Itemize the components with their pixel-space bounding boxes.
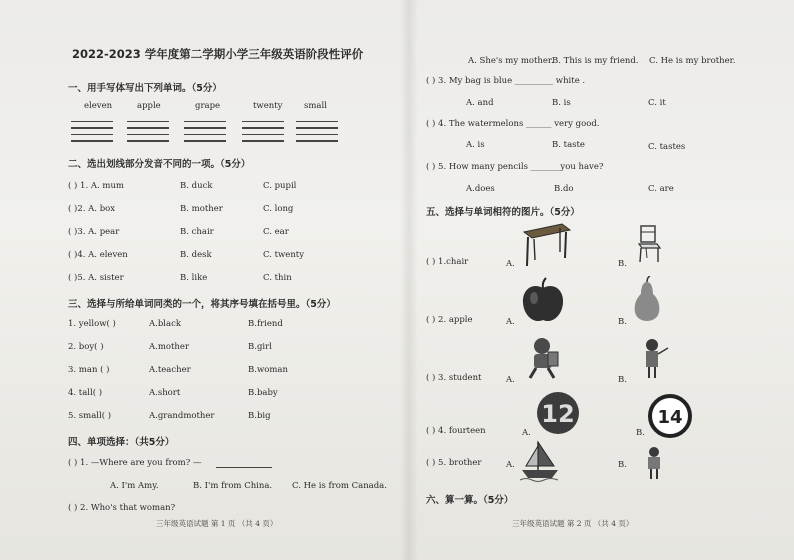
s5-q5-a: A. xyxy=(506,460,515,470)
pear-icon xyxy=(630,276,664,324)
s2-q1: ( ) 1. A. mum xyxy=(68,181,124,191)
s4-q4-c: C. tastes xyxy=(648,142,686,152)
s4-q3-c: C. it xyxy=(648,98,666,108)
table-icon xyxy=(518,222,572,268)
apple-icon xyxy=(518,276,568,326)
s2-q5: ( )5. A. sister xyxy=(68,273,124,283)
section5-heading: 五、选择与单词相符的图片。（5分） xyxy=(426,207,580,218)
s3-q2-b: B.girl xyxy=(248,342,272,352)
s4-q1-blank[interactable] xyxy=(216,467,272,468)
s2-q1-b: B. duck xyxy=(180,181,213,191)
paper-fold xyxy=(400,0,418,560)
s3-q5-b: B.big xyxy=(248,411,271,421)
section4-heading: 四、单项选择：（共5分） xyxy=(68,437,175,448)
page2-footer: 三年级英语试题 第 2 页 （共 4 页） xyxy=(512,519,634,528)
s4-q2-a: A. She's my mother. xyxy=(468,56,554,66)
number-12-badge-icon xyxy=(536,391,580,435)
s5-q1-a: A. xyxy=(506,259,515,269)
s4-q4-b: B. taste xyxy=(552,140,585,150)
s4-q1-c: C. He is from Canada. xyxy=(292,481,387,491)
s4-q3: ( ) 3. My bag is blue _________ white . xyxy=(426,76,586,86)
s4-q4-a: A. is xyxy=(466,140,485,150)
writing-lines-2[interactable] xyxy=(127,121,169,147)
s3-q4: 4. tall( ) xyxy=(68,388,103,398)
s4-q1-a: A. I'm Amy. xyxy=(110,481,159,491)
s5-q2-a: A. xyxy=(506,317,515,327)
page1-footer: 三年级英语试题 第 1 页 （共 4 页） xyxy=(156,519,278,528)
writing-lines-4[interactable] xyxy=(242,121,284,147)
s3-q4-b: B.baby xyxy=(248,388,278,398)
s3-q4-a: A.short xyxy=(149,388,181,398)
section2-heading: 二、选出划线部分发音不同的一项。（5分） xyxy=(68,159,251,170)
s2-q4: ( )4. A. eleven xyxy=(68,250,128,260)
s4-q5-c: C. are xyxy=(648,184,674,194)
s4-q2-b: B. This is my friend. xyxy=(552,56,639,66)
s4-q3-a: A. and xyxy=(466,98,494,108)
chair-icon xyxy=(636,224,662,264)
s5-q4-b: B. xyxy=(636,428,645,438)
word-apple: apple xyxy=(137,101,161,111)
s5-q1-b: B. xyxy=(618,259,627,269)
word-eleven: eleven xyxy=(84,101,113,111)
s3-q1-a: A.black xyxy=(149,319,181,329)
teacher-icon xyxy=(640,336,670,380)
s2-q4-b: B. desk xyxy=(180,250,212,260)
word-twenty: twenty xyxy=(253,101,283,111)
s5-q3-a: A. xyxy=(506,375,515,385)
section6-heading: 六、算一算。（5分） xyxy=(426,495,514,506)
word-small: small xyxy=(304,101,327,111)
s5-q2-b: B. xyxy=(618,317,627,327)
s3-q2-a: A.mother xyxy=(149,342,190,352)
s4-q2-c: C. He is my brother. xyxy=(649,56,736,66)
word-grape: grape xyxy=(195,101,221,111)
s2-q5-c: C. thin xyxy=(263,273,292,283)
s4-q5: ( ) 5. How many pencils _______you have? xyxy=(426,162,604,172)
s2-q5-b: B. like xyxy=(180,273,208,283)
s4-q2: ( ) 2. Who's that woman? xyxy=(68,503,176,513)
s3-q2: 2. boy( ) xyxy=(68,342,104,352)
s2-q1-c: C. pupil xyxy=(263,181,297,191)
s5-q3: ( ) 3. student xyxy=(426,373,482,383)
writing-lines-5[interactable] xyxy=(296,121,338,147)
s4-q1: ( ) 1. —Where are you from? — xyxy=(68,458,202,468)
s4-q5-a: A.does xyxy=(466,184,495,194)
s4-q5-b: B.do xyxy=(554,184,574,194)
s4-q3-b: B. is xyxy=(552,98,571,108)
s5-q4: ( ) 4. fourteen xyxy=(426,426,486,436)
s4-q4: ( ) 4. The watermelons ______ very good. xyxy=(426,119,600,129)
writing-lines-1[interactable] xyxy=(71,121,113,147)
s2-q2-b: B. mother xyxy=(180,204,223,214)
s5-q5: ( ) 5. brother xyxy=(426,458,482,468)
page-title: 2022-2023 学年度第二学期小学三年级英语阶段性评价 xyxy=(72,47,364,61)
number-14-badge-icon xyxy=(648,394,692,438)
s5-q2: ( ) 2. apple xyxy=(426,315,473,325)
section1-heading: 一、用手写体写出下列单词。（5分） xyxy=(68,83,222,94)
s3-q3: 3. man ( ) xyxy=(68,365,110,375)
number-14-label: 14 xyxy=(657,407,683,428)
s5-q4-a: A. xyxy=(522,428,531,438)
section3-heading: 三、选择与所给单词同类的一个，将其序号填在括号里。（5分） xyxy=(68,299,336,310)
boy-icon xyxy=(644,446,664,480)
s3-q5: 5. small( ) xyxy=(68,411,112,421)
number-12-label: 12 xyxy=(541,400,575,428)
s2-q3-c: C. ear xyxy=(263,227,289,237)
s2-q3-b: B. chair xyxy=(180,227,214,237)
s3-q5-a: A.grandmother xyxy=(149,411,215,421)
s2-q4-c: C. twenty xyxy=(263,250,305,260)
s2-q2: ( )2. A. box xyxy=(68,204,116,214)
s4-q1-b: B. I'm from China. xyxy=(193,481,273,491)
s3-q1: 1. yellow( ) xyxy=(68,319,116,329)
s3-q1-b: B.friend xyxy=(248,319,283,329)
s5-q5-b: B. xyxy=(618,460,627,470)
sailboat-icon xyxy=(518,440,562,482)
s5-q3-b: B. xyxy=(618,375,627,385)
s5-q1: ( ) 1.chair xyxy=(426,257,469,267)
s2-q2-c: C. long xyxy=(263,204,294,214)
student-icon xyxy=(524,336,564,380)
s2-q3: ( )3. A. pear xyxy=(68,227,120,237)
s3-q3-b: B.woman xyxy=(248,365,288,375)
writing-lines-3[interactable] xyxy=(184,121,226,147)
s3-q3-a: A.teacher xyxy=(149,365,191,375)
